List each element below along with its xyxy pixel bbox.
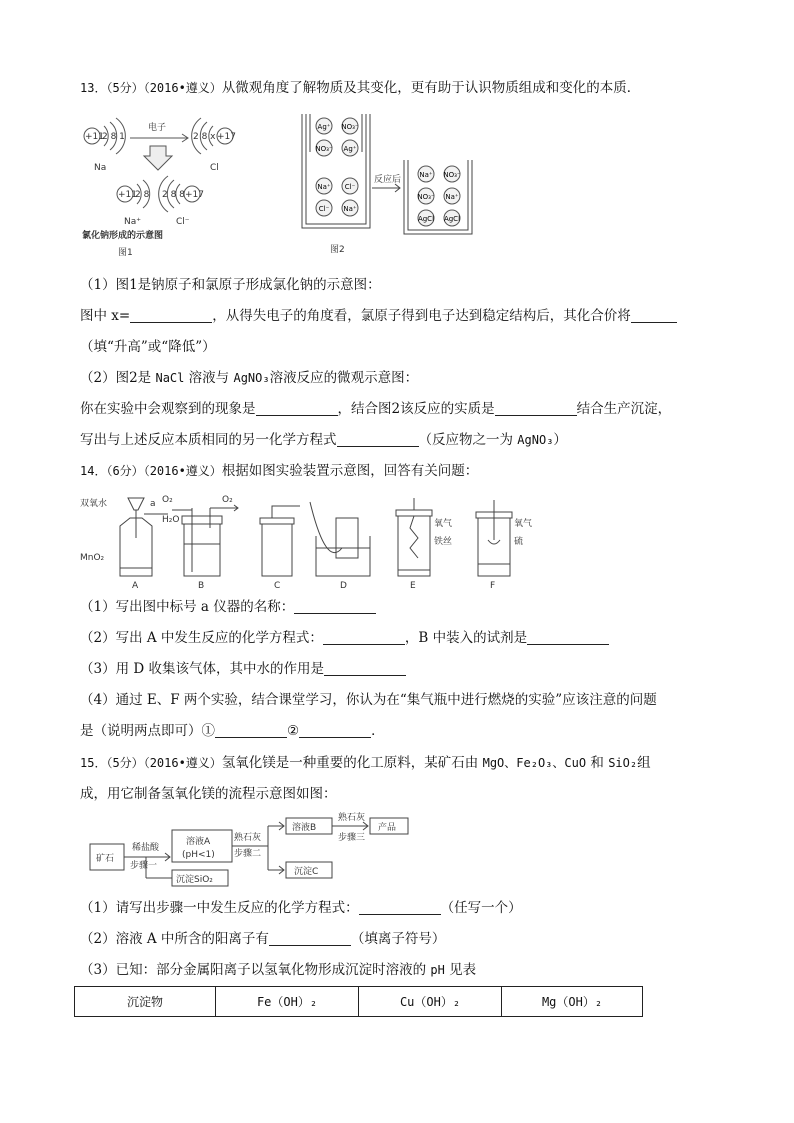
q14-p3 xyxy=(80,659,406,679)
q13-p2-head-e: 溶液反应的微观示意图： xyxy=(269,370,419,386)
fig2-caption: 图2 xyxy=(330,245,345,255)
na-label: Na xyxy=(94,163,107,173)
after-ions xyxy=(417,166,461,226)
q14-p2 xyxy=(80,628,609,648)
ion-label: AgCl xyxy=(417,215,435,223)
answer-blank-note-2[interactable] xyxy=(299,723,371,738)
cl-ion-label: Cl⁻ xyxy=(176,217,190,227)
ion-label: Na⁺ xyxy=(317,183,331,191)
letter-d: D xyxy=(340,581,347,591)
letter-b: B xyxy=(198,581,205,591)
oxygen-label-f: 氧气 xyxy=(514,519,533,529)
q15-number: 15． xyxy=(80,756,107,770)
flow-step2: 步骤二 xyxy=(234,849,262,859)
q13-p2-e: （反应物之一为 xyxy=(418,432,518,448)
cl-shells: 2 8 x xyxy=(193,132,216,142)
q13-p2-d: 写出与上述反应本质相同的另一化学方程式 xyxy=(80,432,337,448)
q14-p1-text: （1）写出图中标号 a 仪器的名称： xyxy=(80,599,295,615)
o2-label-2: O₂ xyxy=(222,495,233,505)
q15-p2 xyxy=(80,929,445,949)
q15-stem-b: MgO、Fe₂O₃、CuO xyxy=(482,756,587,770)
answer-blank-valence[interactable] xyxy=(631,308,677,323)
letter-f: F xyxy=(490,581,496,591)
q14-number: 14． xyxy=(80,464,107,478)
q15-stem-c: 和 xyxy=(586,755,609,771)
q14-p4-d: ． xyxy=(371,723,385,739)
h2o-label: H₂O xyxy=(162,515,180,525)
letter-c: C xyxy=(274,581,281,591)
q13-stem-line xyxy=(80,78,640,98)
q13-p2-c: 结合生产沉淀， xyxy=(576,401,672,417)
ion-label: Ag⁺ xyxy=(317,123,331,131)
na-ion-shells: 2 8 xyxy=(135,190,150,200)
q14-p4b xyxy=(80,721,385,741)
ion-label: Na⁺ xyxy=(343,205,357,213)
q13-p2-b: ，结合图2该反应的实质是 xyxy=(337,401,495,417)
top-ions xyxy=(315,118,359,156)
q13-figure-1 xyxy=(80,112,252,262)
table-header-precipitate: 沉淀物 xyxy=(75,987,216,1017)
q13-p2-head xyxy=(80,368,418,388)
q15-p3-b: pH xyxy=(430,963,445,977)
q14-p2-a: （2）写出 A 中发生反应的化学方程式： xyxy=(80,630,323,646)
q15-p1-a: （1）请写出步骤一中发生反应的化学方程式： xyxy=(80,900,359,916)
ion-label: Ag⁺ xyxy=(343,145,357,153)
flow-ore: 矿石 xyxy=(96,854,115,864)
answer-blank-phenomenon[interactable] xyxy=(256,401,338,416)
reagent-mno2: MnO₂ xyxy=(80,553,105,563)
q14-score: （6分） xyxy=(106,464,144,478)
q13-score: （5分） xyxy=(106,81,144,95)
ion-label: NO₃⁻ xyxy=(341,123,359,131)
na-shells: 2 8 1 xyxy=(102,132,125,142)
q13-p1-head: （1）图1是钠原子和氯原子形成氯化钠的示意图： xyxy=(80,277,381,293)
answer-blank-instrument[interactable] xyxy=(294,599,376,614)
cl-ion-nucleus: +17 xyxy=(185,190,204,200)
q14-stem-line xyxy=(80,461,478,481)
q15-p3-c: 见表 xyxy=(444,962,477,978)
q15-flow-chart xyxy=(88,812,422,890)
fig1-title: 氯化钠形成的示意图 xyxy=(82,231,164,241)
q15-p1 xyxy=(80,898,522,918)
sulfur-label: 硫 xyxy=(514,537,524,547)
flow-ph: (pH<1) xyxy=(182,850,215,860)
q14-p4-c: ② xyxy=(287,723,300,739)
mark-a: a xyxy=(150,499,156,509)
cl-nucleus: +17 xyxy=(217,132,236,142)
oxygen-label-e: 氧气 xyxy=(434,519,453,529)
ion-label: Na⁺ xyxy=(445,193,459,201)
answer-blank-note-1[interactable] xyxy=(215,723,287,738)
ph-table xyxy=(74,986,643,1017)
q15-p3-a: （3）已知：部分金属阳离子以氢氧化物形成沉淀时溶液的 xyxy=(80,962,431,978)
q13-p2-head-b: NaCl xyxy=(155,371,185,385)
wire-label: 铁丝 xyxy=(434,537,453,547)
q13-number: 13． xyxy=(80,81,107,95)
q15-source: （2016•遵义） xyxy=(143,756,222,770)
q13-p1-line xyxy=(80,306,677,326)
q13-p1-hint: （填“升高”或“降低”） xyxy=(80,339,216,355)
flow-acid: 稀盐酸 xyxy=(132,843,160,853)
ion-label: NO₃⁻ xyxy=(315,145,333,153)
fig1-caption: 图1 xyxy=(118,248,133,258)
na-nucleus: +11 xyxy=(85,132,104,142)
q13-p2-f: AgNO₃ xyxy=(517,433,554,447)
q13-stem: 从微观角度了解物质及其变化，更有助于认识物质组成和变化的本质． xyxy=(221,80,641,96)
answer-blank-step1-equation[interactable] xyxy=(359,900,441,915)
reaction-arrow-label: 反应后 xyxy=(374,175,402,185)
ion-label: Cl⁻ xyxy=(344,183,356,191)
cl-label: Cl xyxy=(210,163,219,173)
ion-label: NO₃⁻ xyxy=(443,171,461,179)
ion-label: AgCl xyxy=(443,215,461,223)
answer-blank-a-equation[interactable] xyxy=(323,630,405,645)
q13-p2-head-d: AgNO₃ xyxy=(233,371,270,385)
table-header-fe: Fe（OH）₂ xyxy=(216,987,359,1017)
q15-score: （5分） xyxy=(106,756,144,770)
q14-apparatus-figure xyxy=(80,488,560,592)
q13-p2-line2 xyxy=(80,430,567,450)
q15-p2-a: （2）溶液 A 中所含的阳离子有 xyxy=(80,931,269,947)
q14-p4a: （4）通过 E、F 两个实验，结合课堂学习，你认为在“集气瓶中进行燃烧的实验”应该注意的问题 xyxy=(80,692,657,708)
q13-p2-line1 xyxy=(80,399,671,419)
answer-blank-equation[interactable] xyxy=(337,432,419,447)
na-ion-nucleus: +11 xyxy=(118,190,137,200)
ion-label: Cl⁻ xyxy=(318,205,330,213)
ion-label: Na⁺ xyxy=(419,171,433,179)
flow-step1: 步骤一 xyxy=(130,861,158,871)
cl-ion-shells: 2 8 8 xyxy=(162,190,185,200)
reagent-peroxide: 双氧水 xyxy=(80,499,108,509)
answer-blank-x[interactable] xyxy=(130,308,212,323)
answer-blank-essence[interactable] xyxy=(495,401,577,416)
flow-precipitate-c: 沉淀C xyxy=(294,867,319,877)
table-header-mg: Mg（OH）₂ xyxy=(502,987,643,1017)
q13-p1-b: ，从得失电子的角度看，氯原子得到电子达到稳定结构后，其化合价将 xyxy=(212,308,631,324)
ion-label: NO₃⁻ xyxy=(417,193,435,201)
q15-p3 xyxy=(80,960,476,980)
flow-lime-2: 熟石灰 xyxy=(338,813,366,823)
table-header-cu: Cu（OH）₂ xyxy=(359,987,502,1017)
q14-p4-b: 是（说明两点即可）① xyxy=(80,723,215,739)
flow-precipitate-sio2: 沉淀SiO₂ xyxy=(176,875,213,885)
q15-stem-e: 组 xyxy=(637,755,651,771)
q15-p2-b: （填离子符号） xyxy=(350,931,446,947)
flow-solution-a: 溶液A xyxy=(186,837,211,847)
flow-step3: 步骤三 xyxy=(338,833,366,843)
letter-a: A xyxy=(132,581,139,591)
flow-lime-1: 熟石灰 xyxy=(234,833,262,843)
table-row xyxy=(75,987,643,1017)
q14-p1 xyxy=(80,597,376,617)
q13-p2-a: 你在实验中会观察到的现象是 xyxy=(80,401,256,417)
letter-e: E xyxy=(410,581,416,591)
q15-stem-a: 氢氧化镁是一种重要的化工原料，某矿石由 xyxy=(221,755,483,771)
flow-product: 产品 xyxy=(378,823,397,833)
flow-solution-b: 溶液B xyxy=(292,823,317,833)
q15-stem-line xyxy=(80,753,651,773)
q13-p2-head-c: 溶液与 xyxy=(184,370,234,386)
q13-p2-g: ） xyxy=(553,432,567,448)
q15-p1-b: （任写一个） xyxy=(440,900,522,916)
o2-label: O₂ xyxy=(162,495,173,505)
na-ion-label: Na⁺ xyxy=(124,217,141,227)
q13-source: （2016•遵义） xyxy=(143,81,222,95)
q13-p1-a: 图中 x= xyxy=(80,308,131,324)
q14-p3-text: （3）用 D 收集该气体，其中水的作用是 xyxy=(80,661,324,677)
q15-stem-line2: 成，用它制备氢氧化镁的流程示意图如图： xyxy=(80,786,337,802)
q15-stem-d: SiO₂ xyxy=(608,756,638,770)
answer-blank-b-reagent[interactable] xyxy=(527,630,609,645)
electron-label: 电子 xyxy=(148,123,167,133)
q13-p2-head-a: （2）图2是 xyxy=(80,370,156,386)
q13-figure-2 xyxy=(296,112,476,262)
answer-blank-cations[interactable] xyxy=(269,931,351,946)
q14-stem: 根据如图实验装置示意图，回答有关问题： xyxy=(221,463,479,479)
q14-p2-b: ，B 中装入的试剂是 xyxy=(404,630,528,646)
q14-source: （2016•遵义） xyxy=(143,464,222,478)
mid-ions xyxy=(316,178,358,216)
answer-blank-water-role[interactable] xyxy=(324,661,406,676)
